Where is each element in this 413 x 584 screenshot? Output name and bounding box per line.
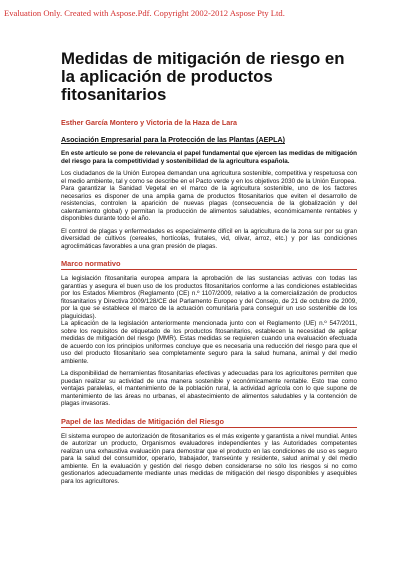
section2-paragraph-1: El sistema europeo de autorización de fitosanitarios es el más exigente y garantista a nivel mundial. Antes de autorizar un producto, Organismos evaluadores independientes y las Autoridades competentes realizan una exhaustiva evaluación para demostrar que el producto en las condiciones de uso es seguro para la salud del consumidor, operario, trabajador, transeúnte y residente, salud animal y del medio ambiente. En la evaluación y gestión del riesgo deben considerarse no sólo los riesgos si no como gestionarlos adecuadamente mediante unas medidas de mitigación del riesgo disponibles y asequibles para los agricultores. (61, 432, 357, 485)
section-heading-papel-mmr: Papel de las Medidas de Mitigación del Riesgo (61, 417, 357, 428)
intro-paragraph-1: Los ciudadanos de la Unión Europea demandan una agricultura sostenible, competitiva y respetuosa con el medio ambiente, tal y como se describe en el Pacto verde y en los objetivos 2030 de la Unión Europea. (61, 170, 357, 185)
article-abstract: En este artículo se pone de relevancia el papel fundamental que ejercen las medidas de mitigación del riesgo para la competitividad y sostenibilidad de la agricultura española. (61, 150, 357, 165)
section1-paragraph-1: La legislación fitosanitaria europea ampara la aprobación de las sustancias activas con todas las garantías y asegura el buen uso de los productos fitosanitarios conforme a las condiciones establecidas por los Estados Miembros (Reglamento (CE) n.º 1107/2009, relativo a la comercialización de productos fitosanitarios y Directiva 2009/128/CE del Parlamento Europeo y del Consejo, de 21 de octubre de 2009, por la que se establece el marco de la actuación comunitaria para conseguir un uso sostenible de los plaguicidas). (61, 275, 357, 320)
article-body (61, 50, 357, 485)
intro-paragraph-2: Para garantizar la Sanidad Vegetal en el marco de la agricultura sostenible, uno de los factores necesarios es disponer de una amplia gama de productos fitosanitarios que eviten el desarrollo de resistencias, controlen la aparición de nuevas plagas (consecuencia de la globalización y del calentamiento global) y permitan la producción de alimentos saludables, económicamente rentables y disponibles durante todo el año. (61, 185, 357, 223)
section1-paragraph-2: La aplicación de la legislación anteriormente mencionada junto con el Reglamento (UE) n.º 547/2011, sobre los requisitos de etiquetado de los productos fitosanitarios, establecen la necesidad de aplicar medidas de mitigación del riesgo (MMR). Estas medidas se requieren cuando una evaluación efectuada de acuerdo con los principios uniformes concluye que es necesaria una reducción del riesgo para que el uso del producto fitosanitario sea completamente seguro para la salud humana, animal y del medio ambiente. (61, 320, 357, 365)
article-authors: Esther García Montero y Victoria de la Haza de Lara (61, 118, 238, 127)
section1-paragraph-3: La disponibilidad de herramientas fitosanitarias efectivas y adecuadas para los agricultores permiten que puedan realizar su actividad de una manera sostenible y económicamente rentable. Esto trae como ventajas paralelas, el mantenimiento de la población rural, la actividad agrícola con lo que supone de mantenimiento de las áreas no urbanas, el abastecimiento de alimentos saludables y la contención de plagas invasoras. (61, 370, 357, 408)
article-title: Medidas de mitigación de riesgo en la aplicación de productos fitosanitarios (61, 49, 345, 104)
article-affiliation: Asociación Empresarial para la Protección de las Plantas (AEPLA) (61, 136, 285, 144)
intro-paragraph-3: El control de plagas y enfermedades es especialmente difícil en la agricultura de la zona sur por su gran diversidad de cultivos (cereales, hortícolas, frutales, vid, olivar, arroz, etc.) y por las condiciones agroclimáticas favorables a una gran presión de plagas. (61, 227, 357, 250)
evaluation-watermark: Evaluation Only. Created with Aspose.Pdf. Copyright 2002-2012 Aspose Pty Ltd. (4, 8, 285, 18)
section-heading-marco-normativo: Marco normativo (61, 259, 357, 270)
